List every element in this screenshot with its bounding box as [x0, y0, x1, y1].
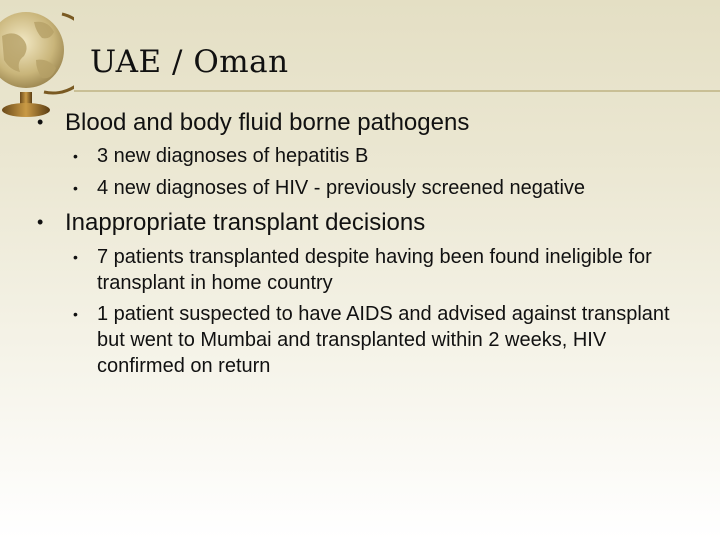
- sub-bullet-text: 4 new diagnoses of HIV - previously screened negative: [97, 177, 586, 199]
- bullet-dot: •: [37, 112, 44, 132]
- sub-bullet-item: [73, 143, 693, 169]
- sub-bullet-text: 1 patient suspected to have AIDS and advised against transplant but went to Mumbai and transplanted within 2 weeks, HIV confirmed on return: [97, 303, 670, 377]
- sub-bullet-text: 3 new diagnoses of hepatitis B: [97, 145, 369, 167]
- bullet-dot: •: [73, 148, 78, 164]
- bullet-dot: •: [73, 180, 78, 196]
- sub-bullet-item: [73, 301, 683, 379]
- bullet-text: Blood and body fluid borne pathogens: [65, 109, 470, 136]
- bullet-text: Inappropriate transplant decisions: [65, 209, 426, 236]
- bullet-dot: •: [37, 212, 44, 232]
- bullet-item: [37, 108, 469, 137]
- sub-bullet-item: [73, 175, 693, 201]
- slide-title: UAE / Oman: [90, 44, 289, 80]
- sub-bullet-text: 7 patients transplanted despite having been found ineligible for transplant in home country: [97, 246, 652, 294]
- bullet-item: [37, 208, 425, 237]
- bullet-dot: •: [73, 306, 78, 322]
- bullet-dot: •: [73, 249, 78, 265]
- sub-bullet-item: [73, 244, 673, 296]
